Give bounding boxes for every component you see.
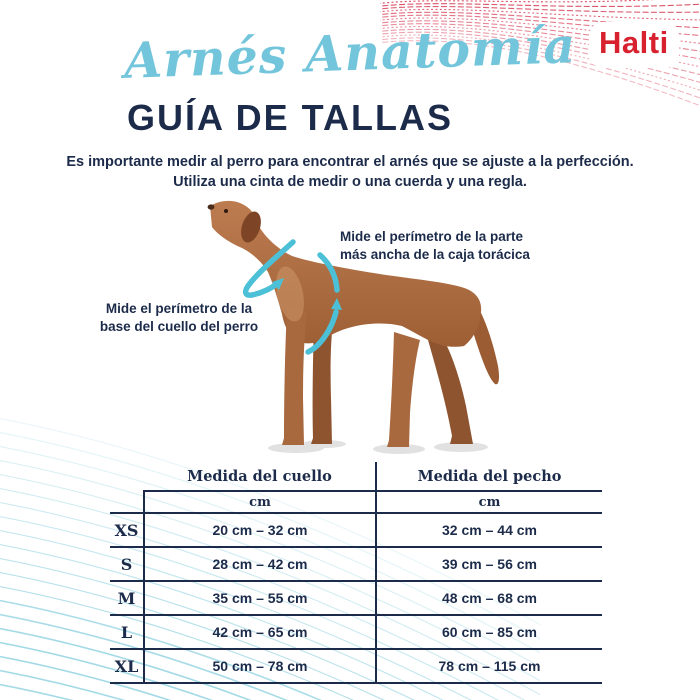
table-header-row: [110, 462, 602, 491]
annotation-neck: [96, 300, 262, 336]
intro-line-1: Es importante medir al perro para encontrar el arnés que se ajuste a la perfección.: [66, 154, 634, 170]
table-row: [110, 615, 602, 649]
table-unit-row: [110, 491, 602, 513]
unit-spacer: [110, 491, 144, 513]
intro-line-2: Utiliza una cinta de medir o una cuerda y una regla.: [173, 173, 527, 190]
page-title: GUÍA DE TALLAS: [127, 97, 453, 138]
chest-range: 32 cm – 44 cm: [376, 513, 602, 547]
neck-range: 28 cm – 42 cm: [144, 547, 376, 581]
dog-hind-far-leg: [428, 340, 473, 444]
size-label: S: [110, 547, 144, 581]
table-row: [110, 649, 602, 683]
unit-neck: cm: [144, 491, 376, 513]
neck-range: 20 cm – 32 cm: [144, 513, 376, 547]
table-row: [110, 547, 602, 581]
neck-range: 42 cm – 65 cm: [144, 615, 376, 649]
size-label: L: [110, 615, 144, 649]
page-title-script: Arnés Anatomía: [123, 16, 578, 90]
halti-logo: Halti: [589, 22, 679, 68]
size-label: XL: [110, 649, 144, 683]
chest-range: 48 cm – 68 cm: [376, 581, 602, 615]
neck-range: 35 cm – 55 cm: [144, 581, 376, 615]
neck-range: 50 cm – 78 cm: [144, 649, 376, 683]
table-row: [110, 581, 602, 615]
intro-text: [0, 153, 700, 192]
size-table: [110, 462, 602, 684]
dog-nose: [208, 204, 215, 209]
header-spacer: [110, 462, 144, 491]
chest-range: 60 cm – 85 cm: [376, 615, 602, 649]
size-label: M: [110, 581, 144, 615]
dog-front-near-leg: [282, 308, 307, 445]
annotation-neck-line-1: Mide el perímetro de la: [105, 301, 253, 316]
chest-range: 78 cm – 115 cm: [376, 649, 602, 683]
annotation-chest-line-2: más ancha de la caja torácica: [340, 247, 530, 262]
dog-eye: [224, 209, 228, 213]
annotation-chest-line-1: Mide el perímetro de la parte: [340, 229, 524, 244]
annotation-chest: [340, 228, 530, 264]
column-header-chest: Medida del pecho: [376, 462, 602, 491]
table-row: [110, 513, 602, 547]
unit-chest: cm: [376, 491, 602, 513]
column-header-neck: Medida del cuello: [144, 462, 376, 491]
annotation-neck-line-2: base del cuello del perro: [99, 319, 259, 334]
chest-range: 39 cm – 56 cm: [376, 547, 602, 581]
size-label: XS: [110, 513, 144, 547]
dog-hind-near-leg: [387, 332, 420, 447]
